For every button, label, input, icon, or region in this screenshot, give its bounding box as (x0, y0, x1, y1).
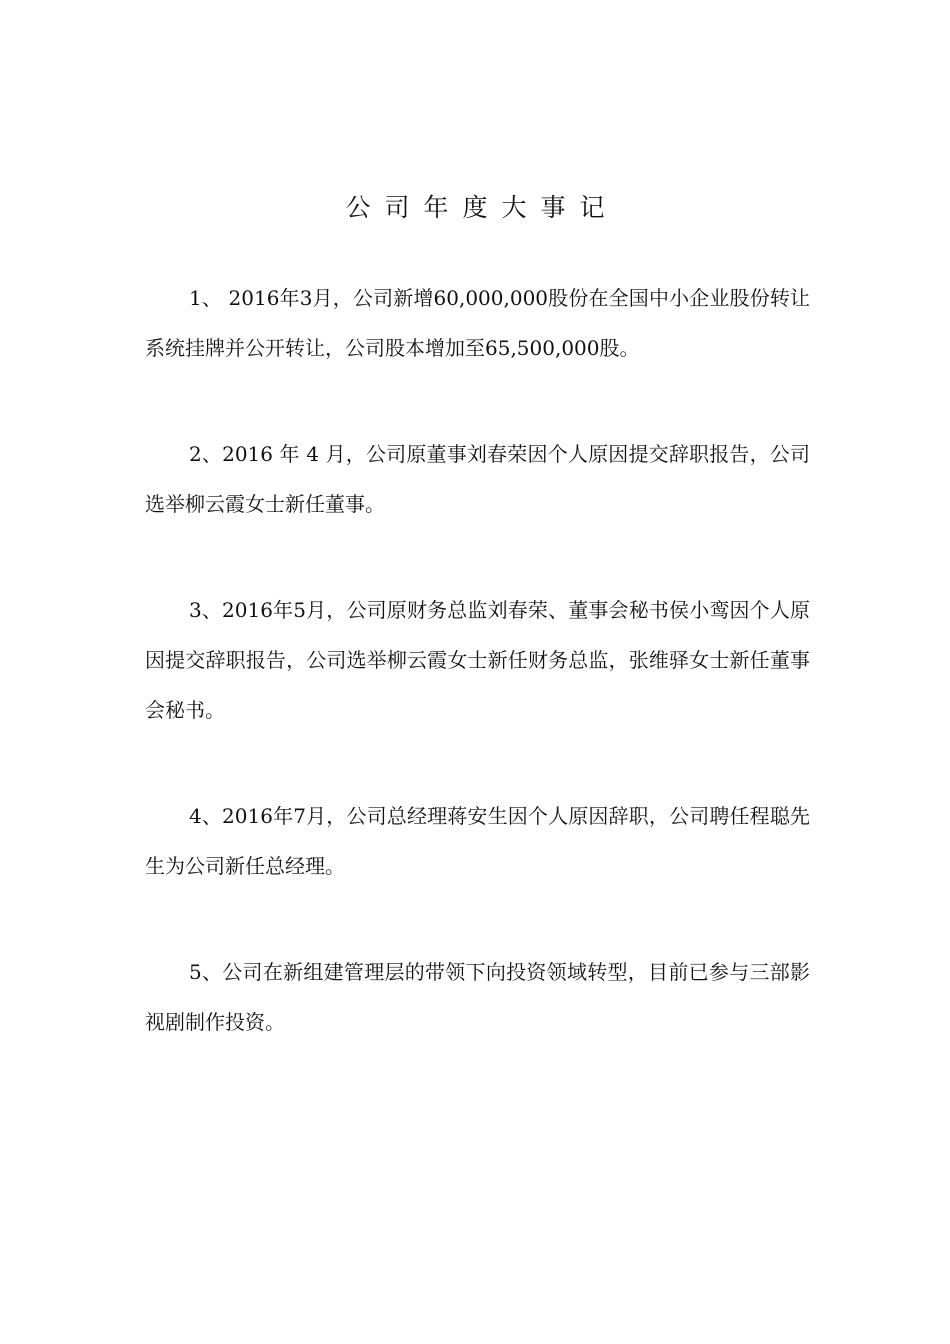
page-title: 公司年度大事记 (345, 192, 619, 222)
event-paragraph-1: 1、 2016年3月，公司新增60,000,000股份在全国中小企业股份转让系统挂牌并公开转让，公司股本增加至65,500,000股。 (145, 286, 810, 360)
event-paragraph-4: 4、2016年7月，公司总经理蒋安生因个人原因辞职，公司聘任程聪先生为公司新任总经理。 (145, 804, 810, 878)
document-body (145, 273, 810, 1103)
event-paragraph-5: 5、公司在新组建管理层的带领下向投资领域转型，目前已参与三部影视剧制作投资。 (145, 960, 810, 1034)
event-paragraph-2: 2、2016 年 4 月，公司原董事刘春荣因个人原因提交辞职报告，公司选举柳云霞女士新任董事。 (145, 442, 810, 516)
event-paragraph-3: 3、2016年5月，公司原财务总监刘春荣、董事会秘书侯小鸾因个人原因提交辞职报告，公司选举柳云霞女士新任财务总监，张维驿女士新任董事会秘书。 (145, 598, 810, 722)
